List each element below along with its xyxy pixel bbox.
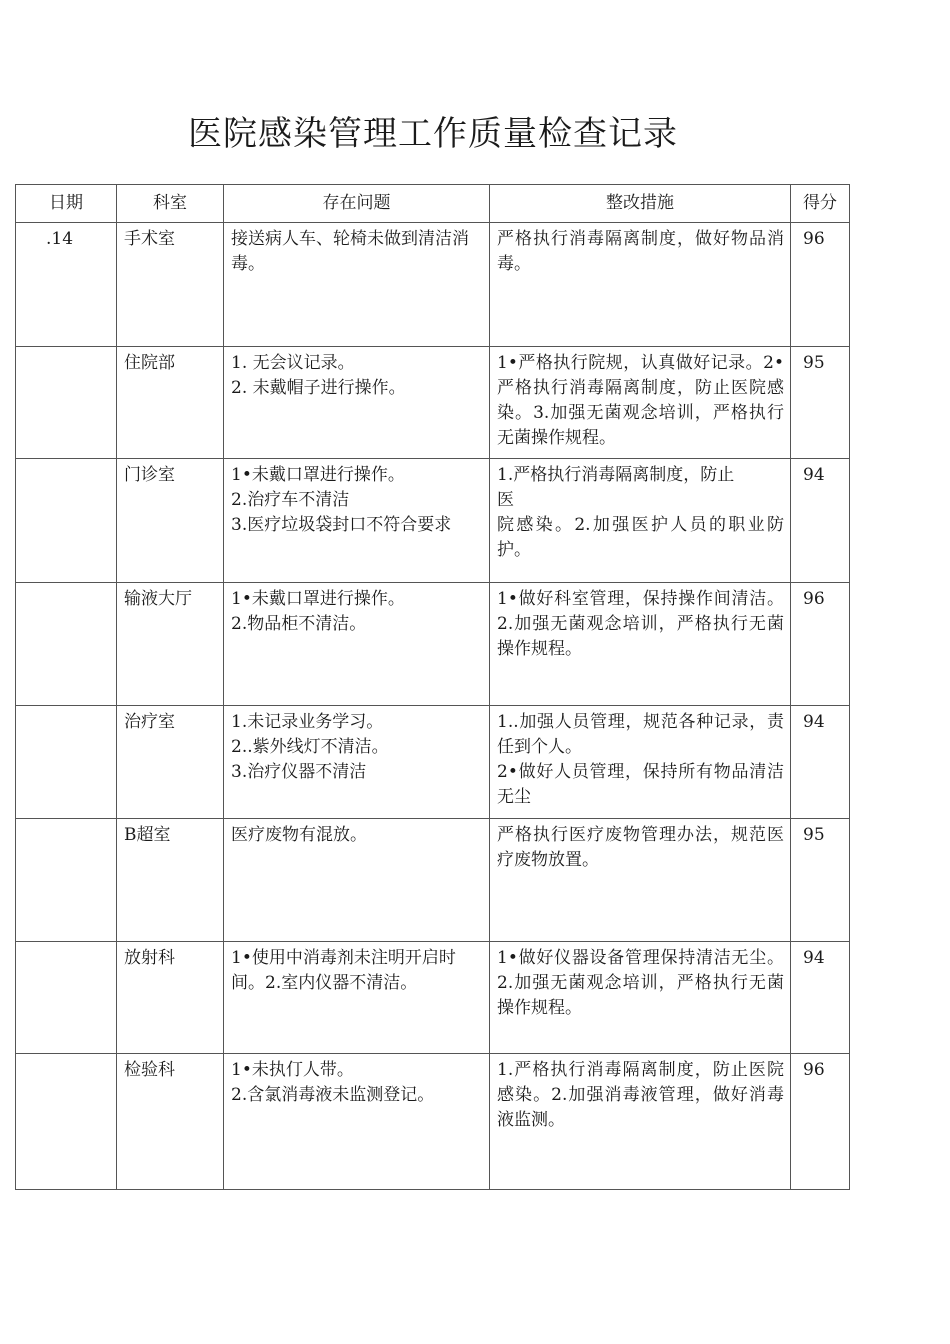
- row-score: 96: [803, 1060, 825, 1080]
- header-score: 得分: [791, 185, 850, 223]
- row-fix: 严格执行医疗废物管理办法，规范医疗废物放置。: [497, 825, 784, 870]
- row-issue: 1•未执仃人带。 2.含氯消毒液未监测登记。: [231, 1060, 435, 1105]
- row-date: [16, 1054, 116, 1062]
- row-dept: 输液大厅: [124, 589, 192, 609]
- row-issue: 1. 无会议记录。 2. 未戴帽子进行操作。: [231, 353, 406, 398]
- row-dept: 放射科: [124, 948, 175, 968]
- table-row: [16, 583, 850, 706]
- table-row: [16, 706, 850, 819]
- header-fix: 整改措施: [490, 185, 791, 223]
- row-score: 94: [803, 465, 825, 485]
- row-fix: 1.严格执行消毒隔离制度，防止医院感染。2.加强消毒液管理，做好消毒液监测。: [497, 1060, 784, 1130]
- row-date: [16, 706, 116, 714]
- row-issue: 1•未戴口罩进行操作。 2.物品柜不清洁。: [231, 589, 405, 634]
- row-fix: 1.严格执行消毒隔离制度，防止 医 院感染。2.加强医护人员的职业防护。: [497, 465, 784, 560]
- row-dept: 治疗室: [124, 712, 175, 732]
- table-row: [16, 223, 850, 347]
- header-issue: 存在问题: [224, 185, 490, 223]
- table-row: [16, 347, 850, 459]
- row-dept: 住院部: [124, 353, 175, 373]
- row-fix: 1•做好仪器设备管理保持清洁无尘。2.加强无菌观念培训，严格执行无菌操作规程。: [497, 948, 784, 1018]
- row-score: 96: [803, 229, 825, 249]
- row-score: 96: [803, 589, 825, 609]
- row-issue: 医疗废物有混放。: [231, 825, 367, 845]
- row-issue: 接送病人车、轮椅未做到清洁消毒。: [231, 229, 469, 274]
- row-score: 94: [803, 712, 825, 732]
- row-date: [16, 347, 116, 355]
- row-fix: 1•做好科室管理，保持操作间清洁。2.加强无菌观念培训，严格执行无菌操作规程。: [497, 589, 784, 659]
- table-header-row: [16, 185, 850, 223]
- row-issue: 1.未记录业务学习。 2..紫外线灯不清洁。 3.治疗仪器不清洁: [231, 712, 389, 782]
- header-dept: 科室: [117, 185, 224, 223]
- row-date: [16, 942, 116, 950]
- row-dept: 门诊室: [124, 465, 175, 485]
- row-date: [16, 459, 116, 467]
- page-title: 医院感染管理工作质量检查记录: [188, 114, 678, 154]
- row-score: 95: [803, 825, 825, 845]
- row-fix: 1..加强人员管理，规范各种记录，责任到个人。 2•做好人员管理，保持所有物品清洁无尘: [497, 712, 784, 807]
- row-score: 94: [803, 948, 825, 968]
- table-row: [16, 1054, 850, 1190]
- header-date: 日期: [16, 185, 117, 223]
- row-date: [16, 583, 116, 591]
- row-dept: 手术室: [124, 229, 175, 249]
- row-issue: 1•使用中消毒剂未注明开启时间。2.室内仪器不清洁。: [231, 948, 456, 993]
- row-dept: B超室: [124, 825, 171, 845]
- row-date: [16, 819, 116, 827]
- table-row: [16, 459, 850, 583]
- row-score: 95: [803, 353, 825, 373]
- table-row: [16, 819, 850, 942]
- inspection-record-table: [15, 184, 850, 1190]
- row-date: .14: [46, 229, 74, 249]
- row-issue: 1•未戴口罩进行操作。 2.治疗车不清洁 3.医疗垃圾袋封口不符合要求: [231, 465, 452, 535]
- row-dept: 检验科: [124, 1060, 175, 1080]
- row-fix: 1•严格执行院规，认真做好记录。2•严格执行消毒隔离制度，防止医院感染。3.加强无菌观念培训，严格执行无菌操作规程。: [497, 353, 784, 448]
- row-fix: 严格执行消毒隔离制度，做好物品消毒。: [497, 229, 784, 274]
- table-row: [16, 942, 850, 1054]
